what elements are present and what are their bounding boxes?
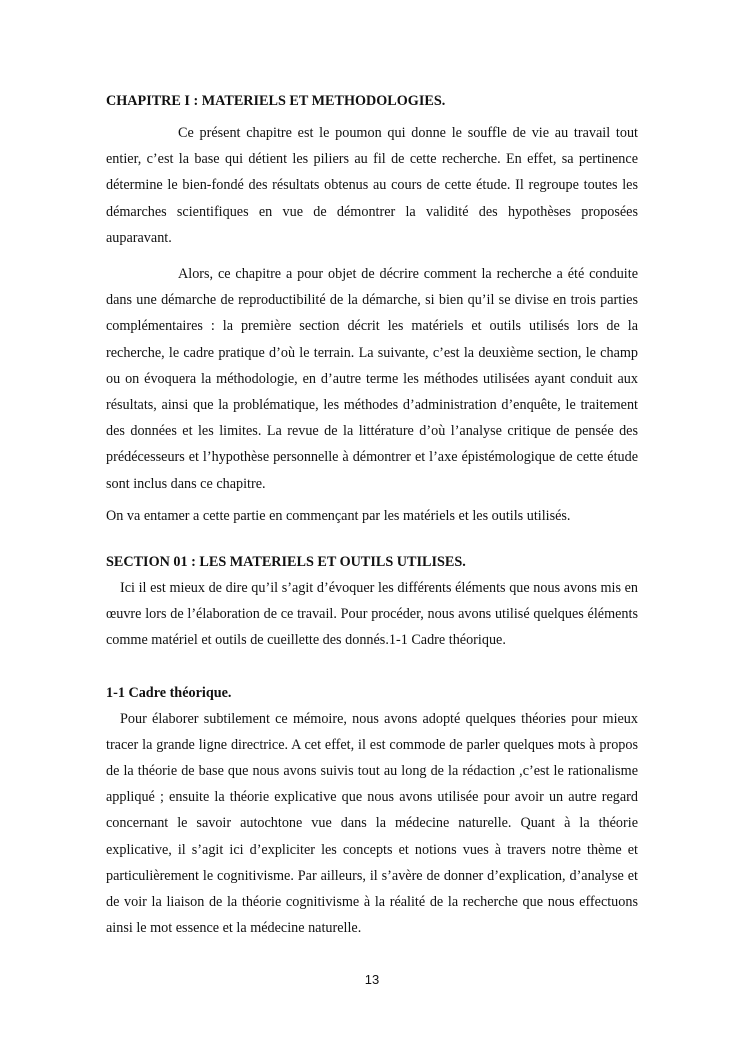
section-title: SECTION 01 : LES MATERIELS ET OUTILS UTILISES.	[106, 554, 466, 571]
chapter-title: CHAPITRE I : MATERIELS ET METHODOLOGIES.	[106, 93, 446, 109]
chapter-transition-paragraph: On va entamer a cette partie en commençant par les matériels et les outils utilisés.	[106, 507, 571, 524]
section-paragraph: Ici il est mieux de dire qu’il s’agit d’évoquer les différents éléments que nous avons mis en œuvre lors de l’élaboration de ce travail. Pour procéder, nous avons utilisé quelques éléments comme matériel et outils de cueillette des donnés.1-1 Cadre théorique.	[106, 580, 638, 649]
chapter-structure-paragraph: Alors, ce chapitre a pour objet de décrire comment la recherche a été conduite dans une démarche de reproductibilité de la démarche, si bien qu’il se divise en trois parties complémentaires : la première section décrit les matériels et outils utilisés lors de la recherche, le cadre pratique d’où le terrain. La suivante, c’est la deuxième section, le champ ou on évoquera la méthodologie, en d’autre terme les méthodes utilisées ayant conduit aux résultats, ainsi que la problématique, les méthodes d’administration d’enquête, le traitement des données et les limites. La revue de la littérature d’où l’analyse critique de pensée des prédécesseurs et l’hypothèse personnelle à démontrer et l’axe épistémologique de cette étude sont inclus dans ce chapitre.	[106, 266, 638, 492]
page-number: 13	[364, 972, 380, 987]
subsection-paragraph: Pour élaborer subtilement ce mémoire, nous avons adopté quelques théories pour mieux tracer la grande ligne directrice. A cet effet, il est commode de parler quelques mots à propos de la théorie de base que nous avons suivis tout au long de la rédaction ,c’est le rationalisme appliqué ; ensuite la théorie explicative que nous avons utilisée pour avoir un autre regard concernant le savoir autochtone vue dans la médecine naturelle. Quant à la théorie explicative, il s’agit ici d’expliciter les concepts et notions vues à travers notre thème et particulièrement le cognitivisme. Par ailleurs, il s’avère de donner d’explication, d’analyse et de voir la liaison de la théorie cognitivisme à la réalité de la recherche que nous effectuons ainsi le mot essence et la médecine naturelle.	[106, 710, 638, 937]
document-page	[106, 84, 638, 941]
chapter-intro-paragraph: Ce présent chapitre est le poumon qui donne le souffle de vie au travail tout entier, c’est la base qui détient les piliers au fil de cette recherche. En effet, sa pertinence détermine le bien-fondé des résultats obtenus au cours de cette étude. Il regroupe toutes les démarches scientifiques en vue de démontrer la validité des hypothèses proposées auparavant.	[106, 125, 638, 246]
subsection-title: 1-1 Cadre théorique.	[106, 684, 232, 701]
